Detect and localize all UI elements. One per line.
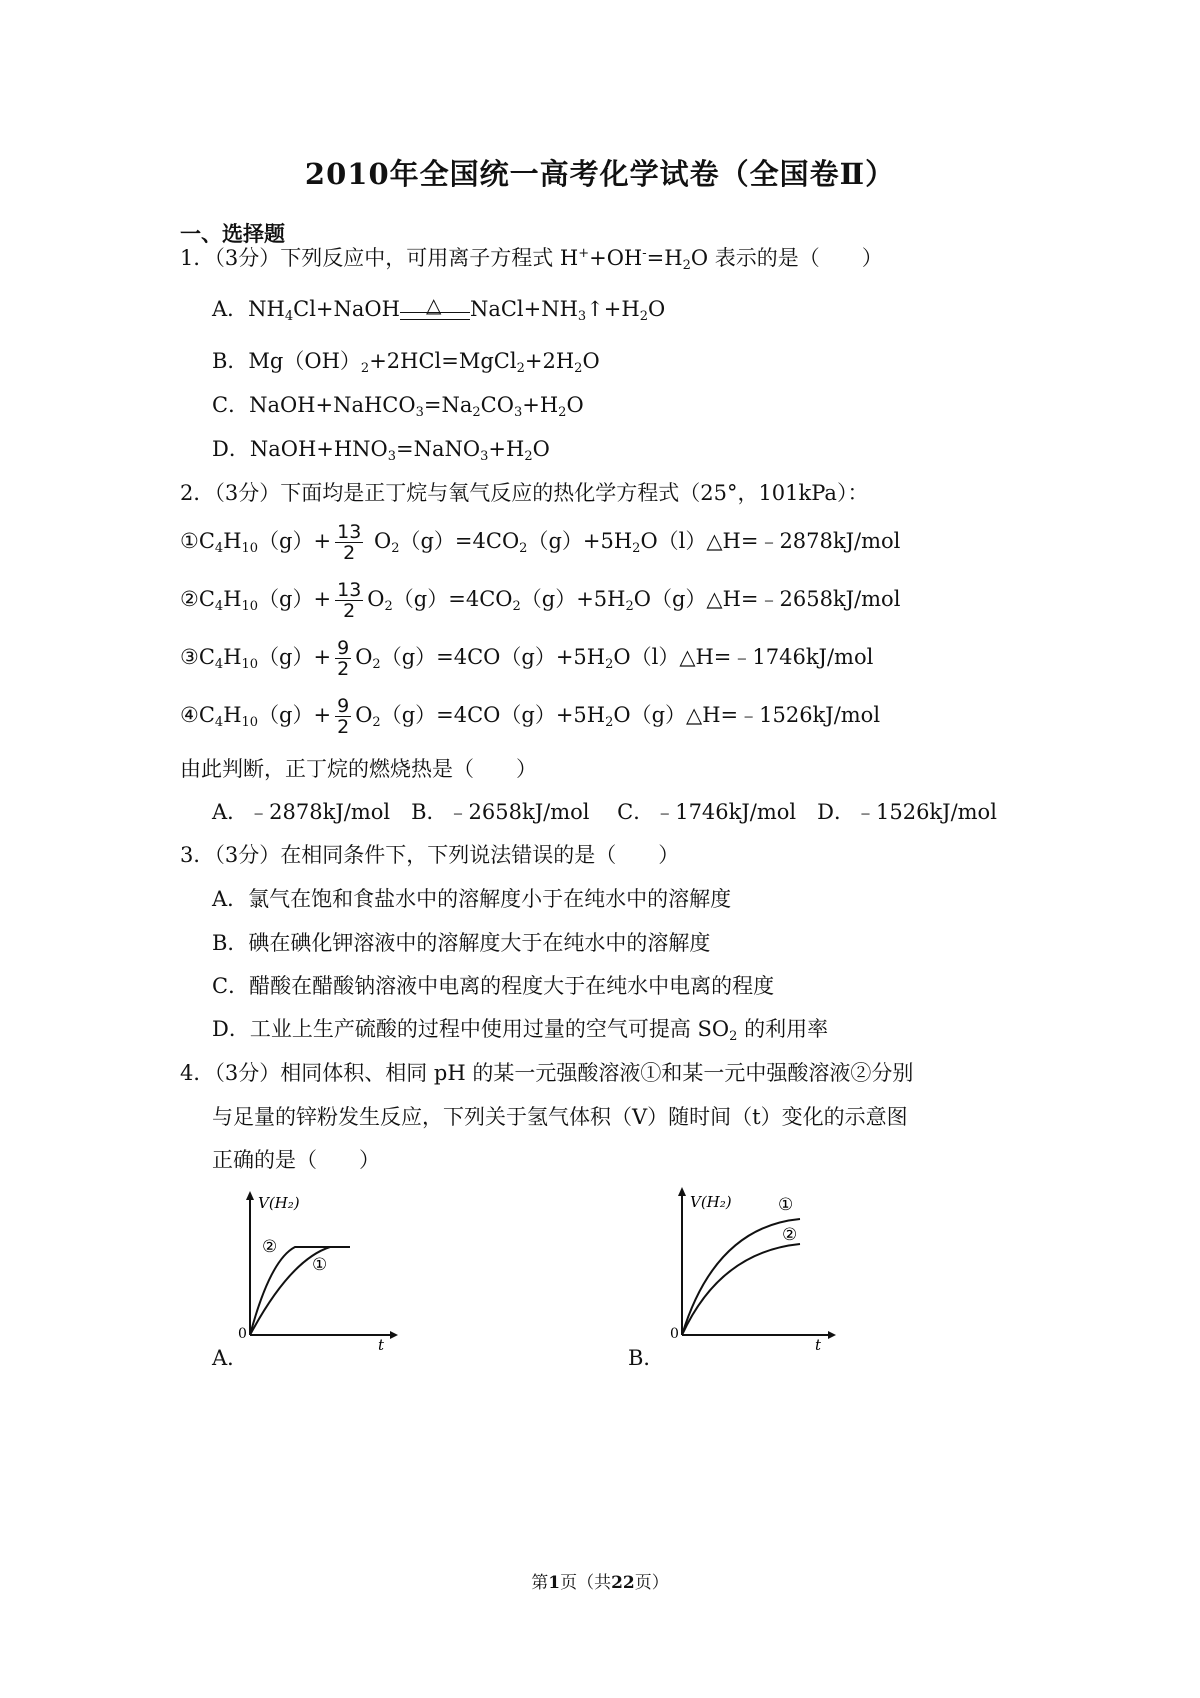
question-3-option-c: C．醋酸在醋酸钠溶液中电离的程度大于在纯水中电离的程度 [212,974,775,998]
x-axis-arrow [828,1331,836,1339]
question-4-stem-line-1: 4．（3分）相同体积、相同 pH 的某一元强酸溶液①和某一元中强酸溶液②分别 [180,1061,914,1085]
x-axis-label: t [815,1336,822,1354]
curve-1-label: ① [312,1255,328,1275]
page-total: 22 [611,1573,635,1593]
fraction: $\frac{9}{2}$ [337,695,350,738]
y-axis-arrow [246,1191,254,1200]
question-3-option-a: A．氯气在饱和食盐水中的溶解度小于在纯水中的溶解度 [212,887,732,911]
page-footer: 第1页（共22页） [531,1573,669,1593]
question-3-option-d: D．工业上生产硫酸的过程中使用过量的空气可提高 $SO_2$ 的利用率 [212,1017,829,1044]
equation-1: $①C_4H_{10}(g)+$ $\frac{13}{2}$ $O_2(g)=4CO_2(g)+5H_2O(l)\triangle H=﹣2878kJ$/mol [180,521,901,564]
graph-b [670,1182,840,1354]
question-2-options: A．﹣2878kJ/mol B．﹣2658kJ/mol C．﹣1746kJ/mol D．﹣1526kJ/mol [212,800,997,824]
question-1-option-c: C．$NaOH+NaHCO_3=Na_2CO_3+H_2O$ [212,393,584,420]
y-axis-label: V(H₂) [690,1193,732,1211]
fraction: $\frac{13}{2}$ [337,521,362,564]
equation-4: $④C_4H_{10}(g)+$ $\frac{9}{2}$ $O_2(g)=4CO(g)+5H_2O(g)\triangle H=﹣1526kJ$/mol [180,695,881,738]
question-3-option-b: B．碘在碘化钾溶液中的溶解度大于在纯水中的溶解度 [212,931,711,955]
page-number: 1 [548,1573,561,1593]
question-3-stem: 3．（3分）在相同条件下，下列说法错误的是（ ） [180,843,680,867]
fraction: $\frac{13}{2}$ [337,579,362,622]
graph-b-label: B． [628,1346,665,1370]
question-1-option-b: B．$Mg(OH)_2+2HCl=MgCl_2+2H_2O$ [212,349,600,376]
y-axis-arrow [678,1187,686,1196]
x-axis-arrow [390,1331,398,1339]
curve-1-label: ① [778,1195,794,1215]
curve-2-label: ② [782,1225,798,1245]
section-heading: 一、选择题 [180,221,285,246]
graph-a-label: A． [212,1346,249,1370]
fraction: $\frac{9}{2}$ [337,637,350,680]
question-1-stem: 1．（3分）下列反应中，可用离子方程式 $H^++OH^-=H_2O$ 表示的是（ ） [180,246,883,273]
question-4-stem-line-2: 与足量的锌粉发生反应，下列关于氢气体积（V）随时间（t）变化的示意图 [212,1105,908,1129]
curve-2-label: ② [262,1237,278,1257]
question-4-stem-line-3: 正确的是（ ） [212,1148,380,1172]
graph-a [238,1190,400,1354]
y-axis-label: V(H₂) [258,1194,300,1212]
page-title: 2010年全国统一高考化学试卷（全国卷Ⅱ） [304,157,896,191]
question-1-option-a: A．$NH_4Cl+NaOH$ △ $NaCl+NH_3↑+H_2O$ [212,292,666,324]
question-2-stem: 2．（3分）下面均是正丁烷与氧气反应的热化学方程式（25°，101kPa）： [180,481,869,505]
x-axis-label: t [378,1336,385,1354]
heating-condition-symbol: △ [400,296,470,326]
question-1-option-d: D．$NaOH+HNO_3=NaNO_3+H_2O$ [212,437,550,464]
equation-2: $②C_4H_{10}(g)+$ $\frac{13}{2}$ $O_2(g)=4CO_2(g)+5H_2O(g)\triangle H=﹣2658kJ$/mol [180,579,901,622]
curve-2 [250,1247,350,1335]
equation-3: $③C_4H_{10}(g)+$ $\frac{9}{2}$ $O_2(g)=4CO(g)+5H_2O(l)\triangle H=﹣1746kJ$/mol [180,637,874,680]
origin-label: 0 [238,1326,247,1342]
question-2-conclusion: 由此判断，正丁烷的燃烧热是（ ） [180,757,537,781]
origin-label: 0 [670,1326,679,1342]
